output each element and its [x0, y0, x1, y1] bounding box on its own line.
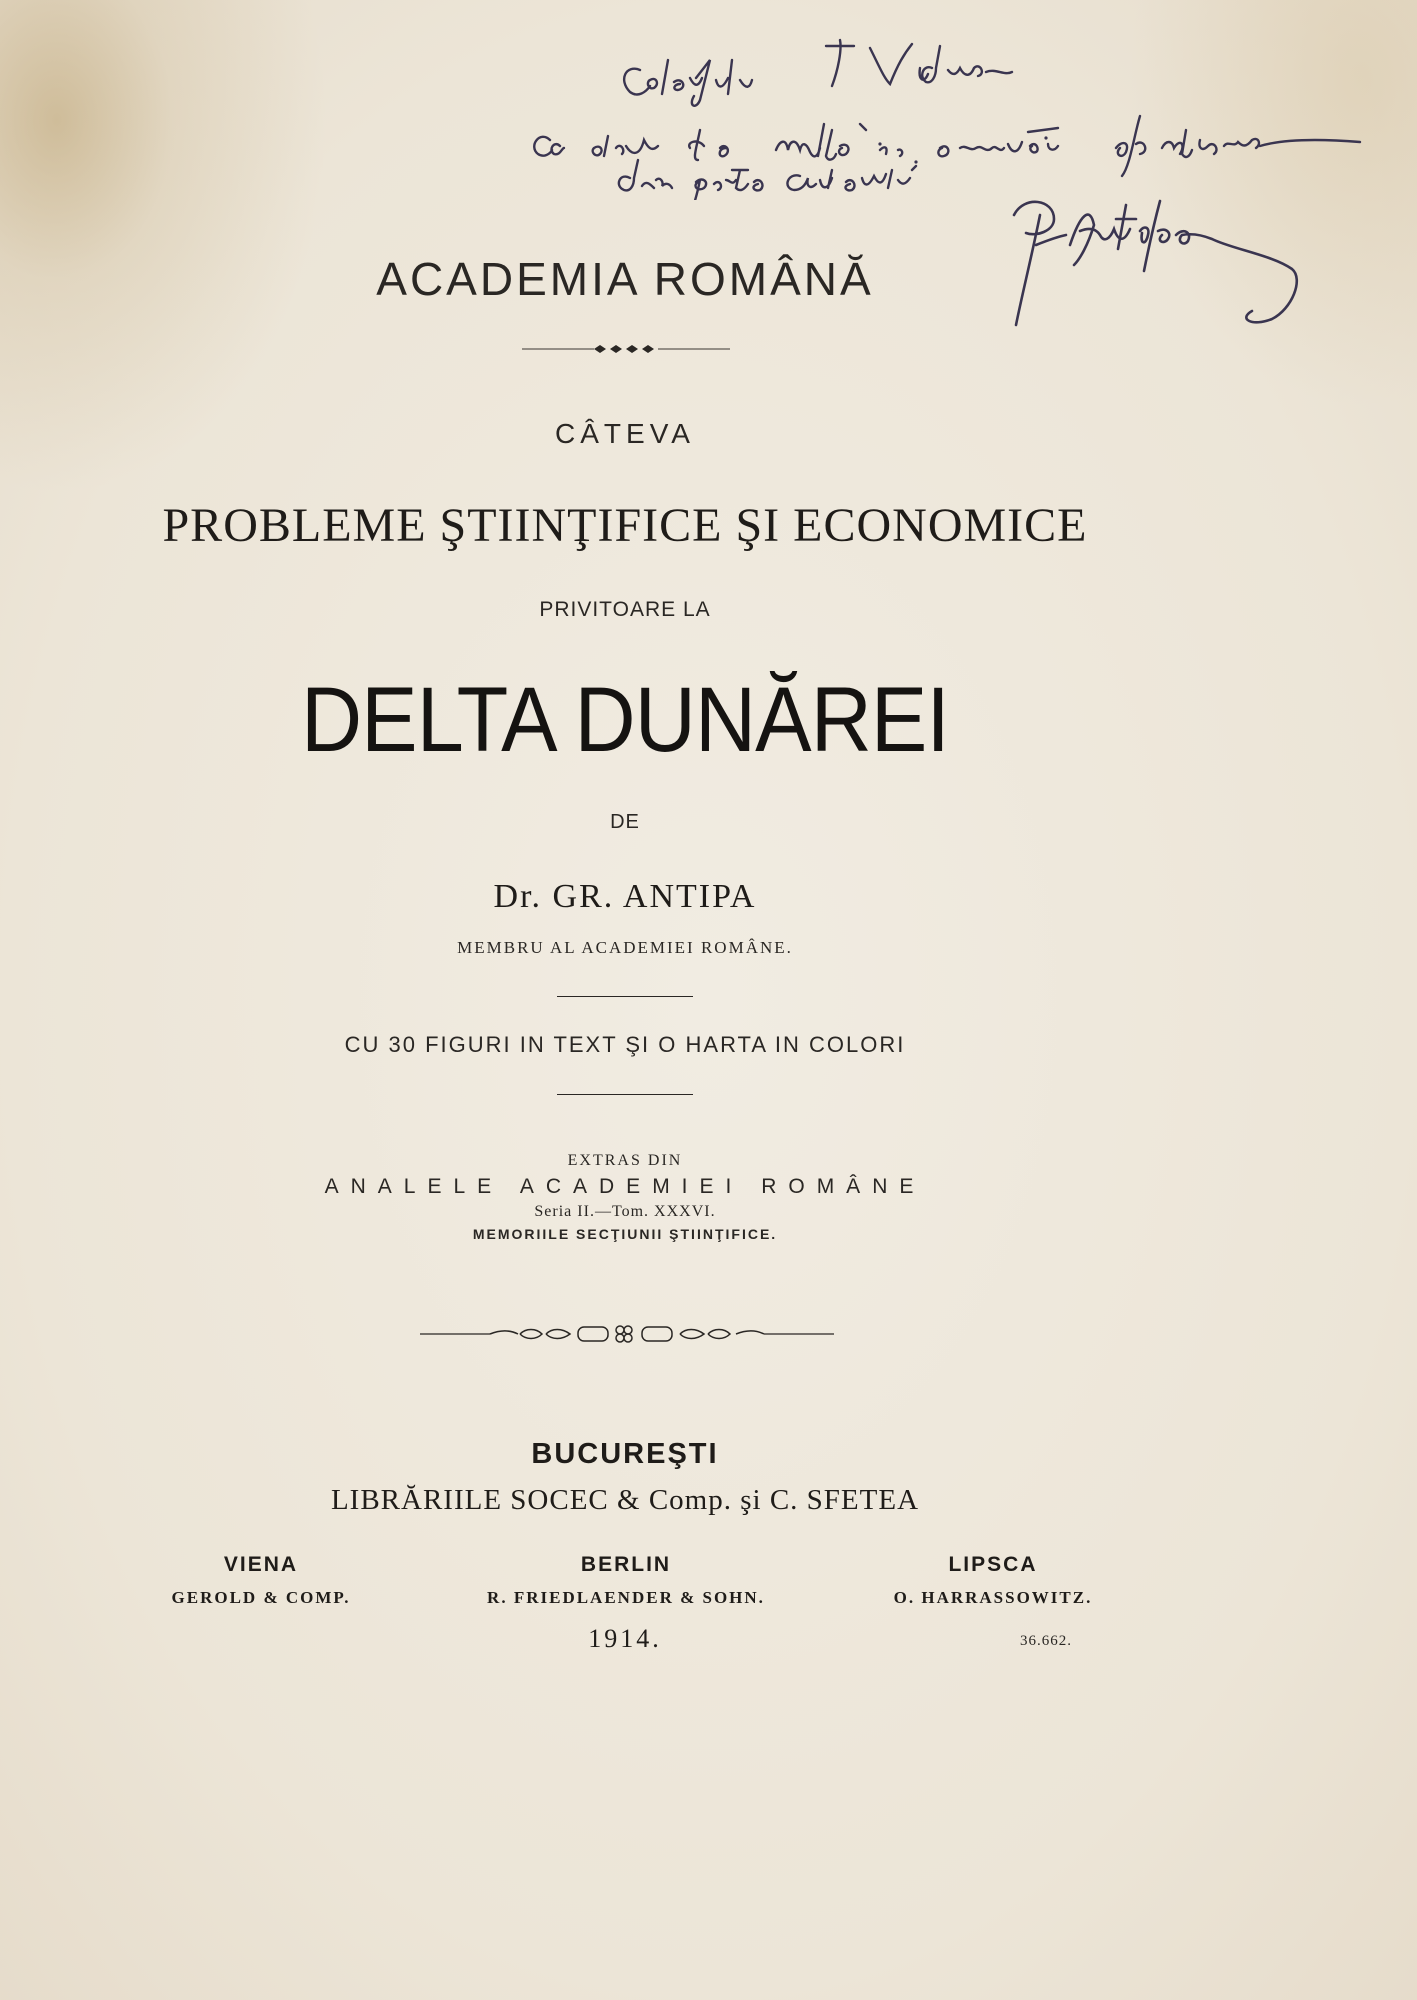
author-by: DE: [610, 811, 640, 833]
extract-source: ANALELE ACADEMIEI ROMÂNE: [324, 1175, 926, 1198]
title-pre: CÂTEVA: [555, 418, 695, 449]
imprint-city: BUCUREŞTI: [531, 1438, 719, 1470]
divider-rule: [557, 1094, 693, 1095]
handwritten-dedication: [500, 20, 1380, 200]
branch-city-vienna: VIENA: [223, 1553, 299, 1576]
author-role: MEMBRU AL ACADEMIEI ROMÂNE.: [457, 938, 793, 957]
extract-section: MEMORIILE SECŢIUNII ŞTIINŢIFICE.: [472, 1226, 778, 1242]
institution-heading: ACADEMIA ROMÂNĂ: [376, 253, 874, 305]
branch-publisher-leipzig: O. HARRASSOWITZ.: [893, 1588, 1093, 1607]
title-connector: PRIVITOARE LA: [539, 598, 711, 621]
branch-city-berlin: BERLIN: [580, 1553, 672, 1576]
extract-label: EXTRAS DIN: [567, 1152, 683, 1169]
small-ornamental-rule: [522, 342, 730, 356]
figures-note: CU 30 FIGURI IN TEXT ŞI O HARTA IN COLORI: [344, 1032, 906, 1057]
branch-publisher-vienna: GEROLD & COMP.: [171, 1588, 351, 1607]
catalog-number: 36.662.: [1020, 1633, 1072, 1649]
imprint-publisher: LIBRĂRIILE SOCEC & Comp. şi C. SFETEA: [330, 1484, 920, 1516]
decorative-flourish: [420, 1322, 834, 1346]
branch-city-leipzig: LIPSCA: [948, 1553, 1038, 1576]
divider-rule: [557, 996, 693, 997]
title-subject: DELTA DUNĂREI: [300, 669, 950, 771]
publication-year: 1914.: [588, 1624, 662, 1653]
extract-series: Seria II.—Tom. XXXVI.: [534, 1203, 716, 1220]
branch-publisher-berlin: R. FRIEDLAENDER & SOHN.: [487, 1588, 765, 1607]
author-name: Dr. GR. ANTIPA: [493, 878, 757, 915]
title-main: PROBLEME ŞTIINŢIFICE ŞI ECONOMICE: [162, 499, 1088, 552]
